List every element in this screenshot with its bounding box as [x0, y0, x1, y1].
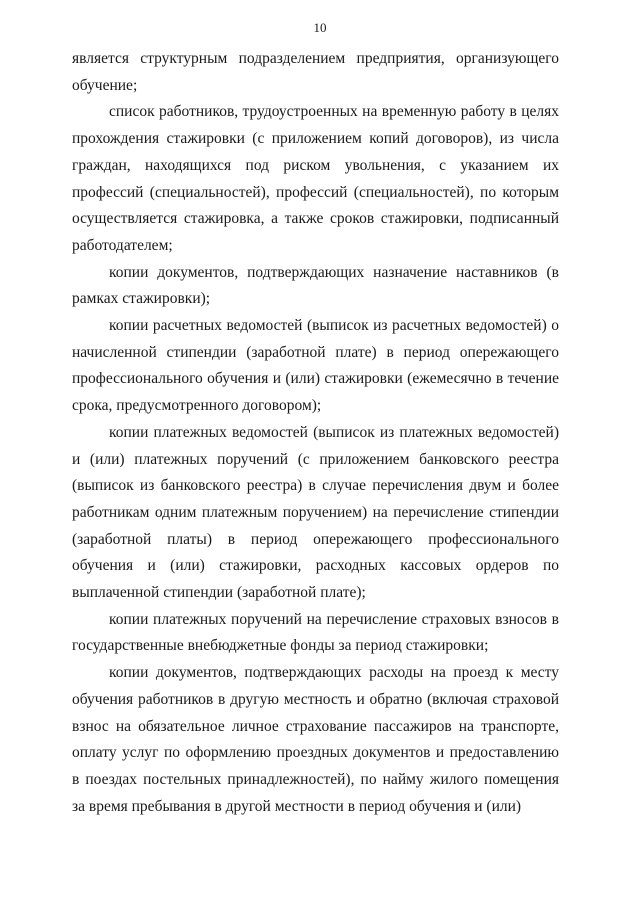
paragraph-continuation: является структурным подразделением предприятия, организующего обучение;	[72, 50, 559, 94]
document-body	[72, 46, 559, 820]
paragraph-travel-expenses: копии документов, подтверждающих расходы на проезд к месту обучения работников в другую местность и обратно (включая страховой взнос на обязательное личное страхование пассажиров на транспорте, оплату услуг по оформлению проездных документов и предоставлению в поездах постельных принадлежностей), по найму жилого помещения за время пребывания в другой местности в период обучения и (или)	[72, 664, 559, 815]
paragraph-payroll-statements: копии расчетных ведомостей (выписок из расчетных ведомостей) о начисленной стипендии (заработной плате) в период опережающего профессионального обучения и (или) стажировки (ежемесячно в течение срока, предусмотренного договором);	[72, 317, 559, 415]
paragraph-employee-list: список работников, трудоустроенных на временную работу в целях прохождения стажировки (с приложением копий договоров), из числа граждан, находящихся под риском увольнения, с указанием их профессий (специальностей), профессий (специальностей), по которым осуществляется стажировка, а также сроков стажировки, подписанный работодателем;	[72, 103, 559, 254]
paragraph-mentor-docs: копии документов, подтверждающих назначение наставников (в рамках стажировки);	[72, 263, 559, 308]
page-number: 10	[313, 20, 327, 35]
paragraph-insurance-payments: копии платежных поручений на перечисление страховых взносов в государственные внебюджетные фонды за период стажировки;	[72, 610, 559, 655]
paragraph-payment-statements: копии платежных ведомостей (выписок из платежных ведомостей) и (или) платежных поручений (с приложением банковского реестра (выписок из банковского реестра) в случае перечисления двум и более работникам одним платежным поручением) на перечисление стипендии (заработной платы) в период опережающего профессионального обучения и (или) стажировки, расходных кассовых ордеров по выплаченной стипендии (заработной плате);	[72, 423, 559, 602]
